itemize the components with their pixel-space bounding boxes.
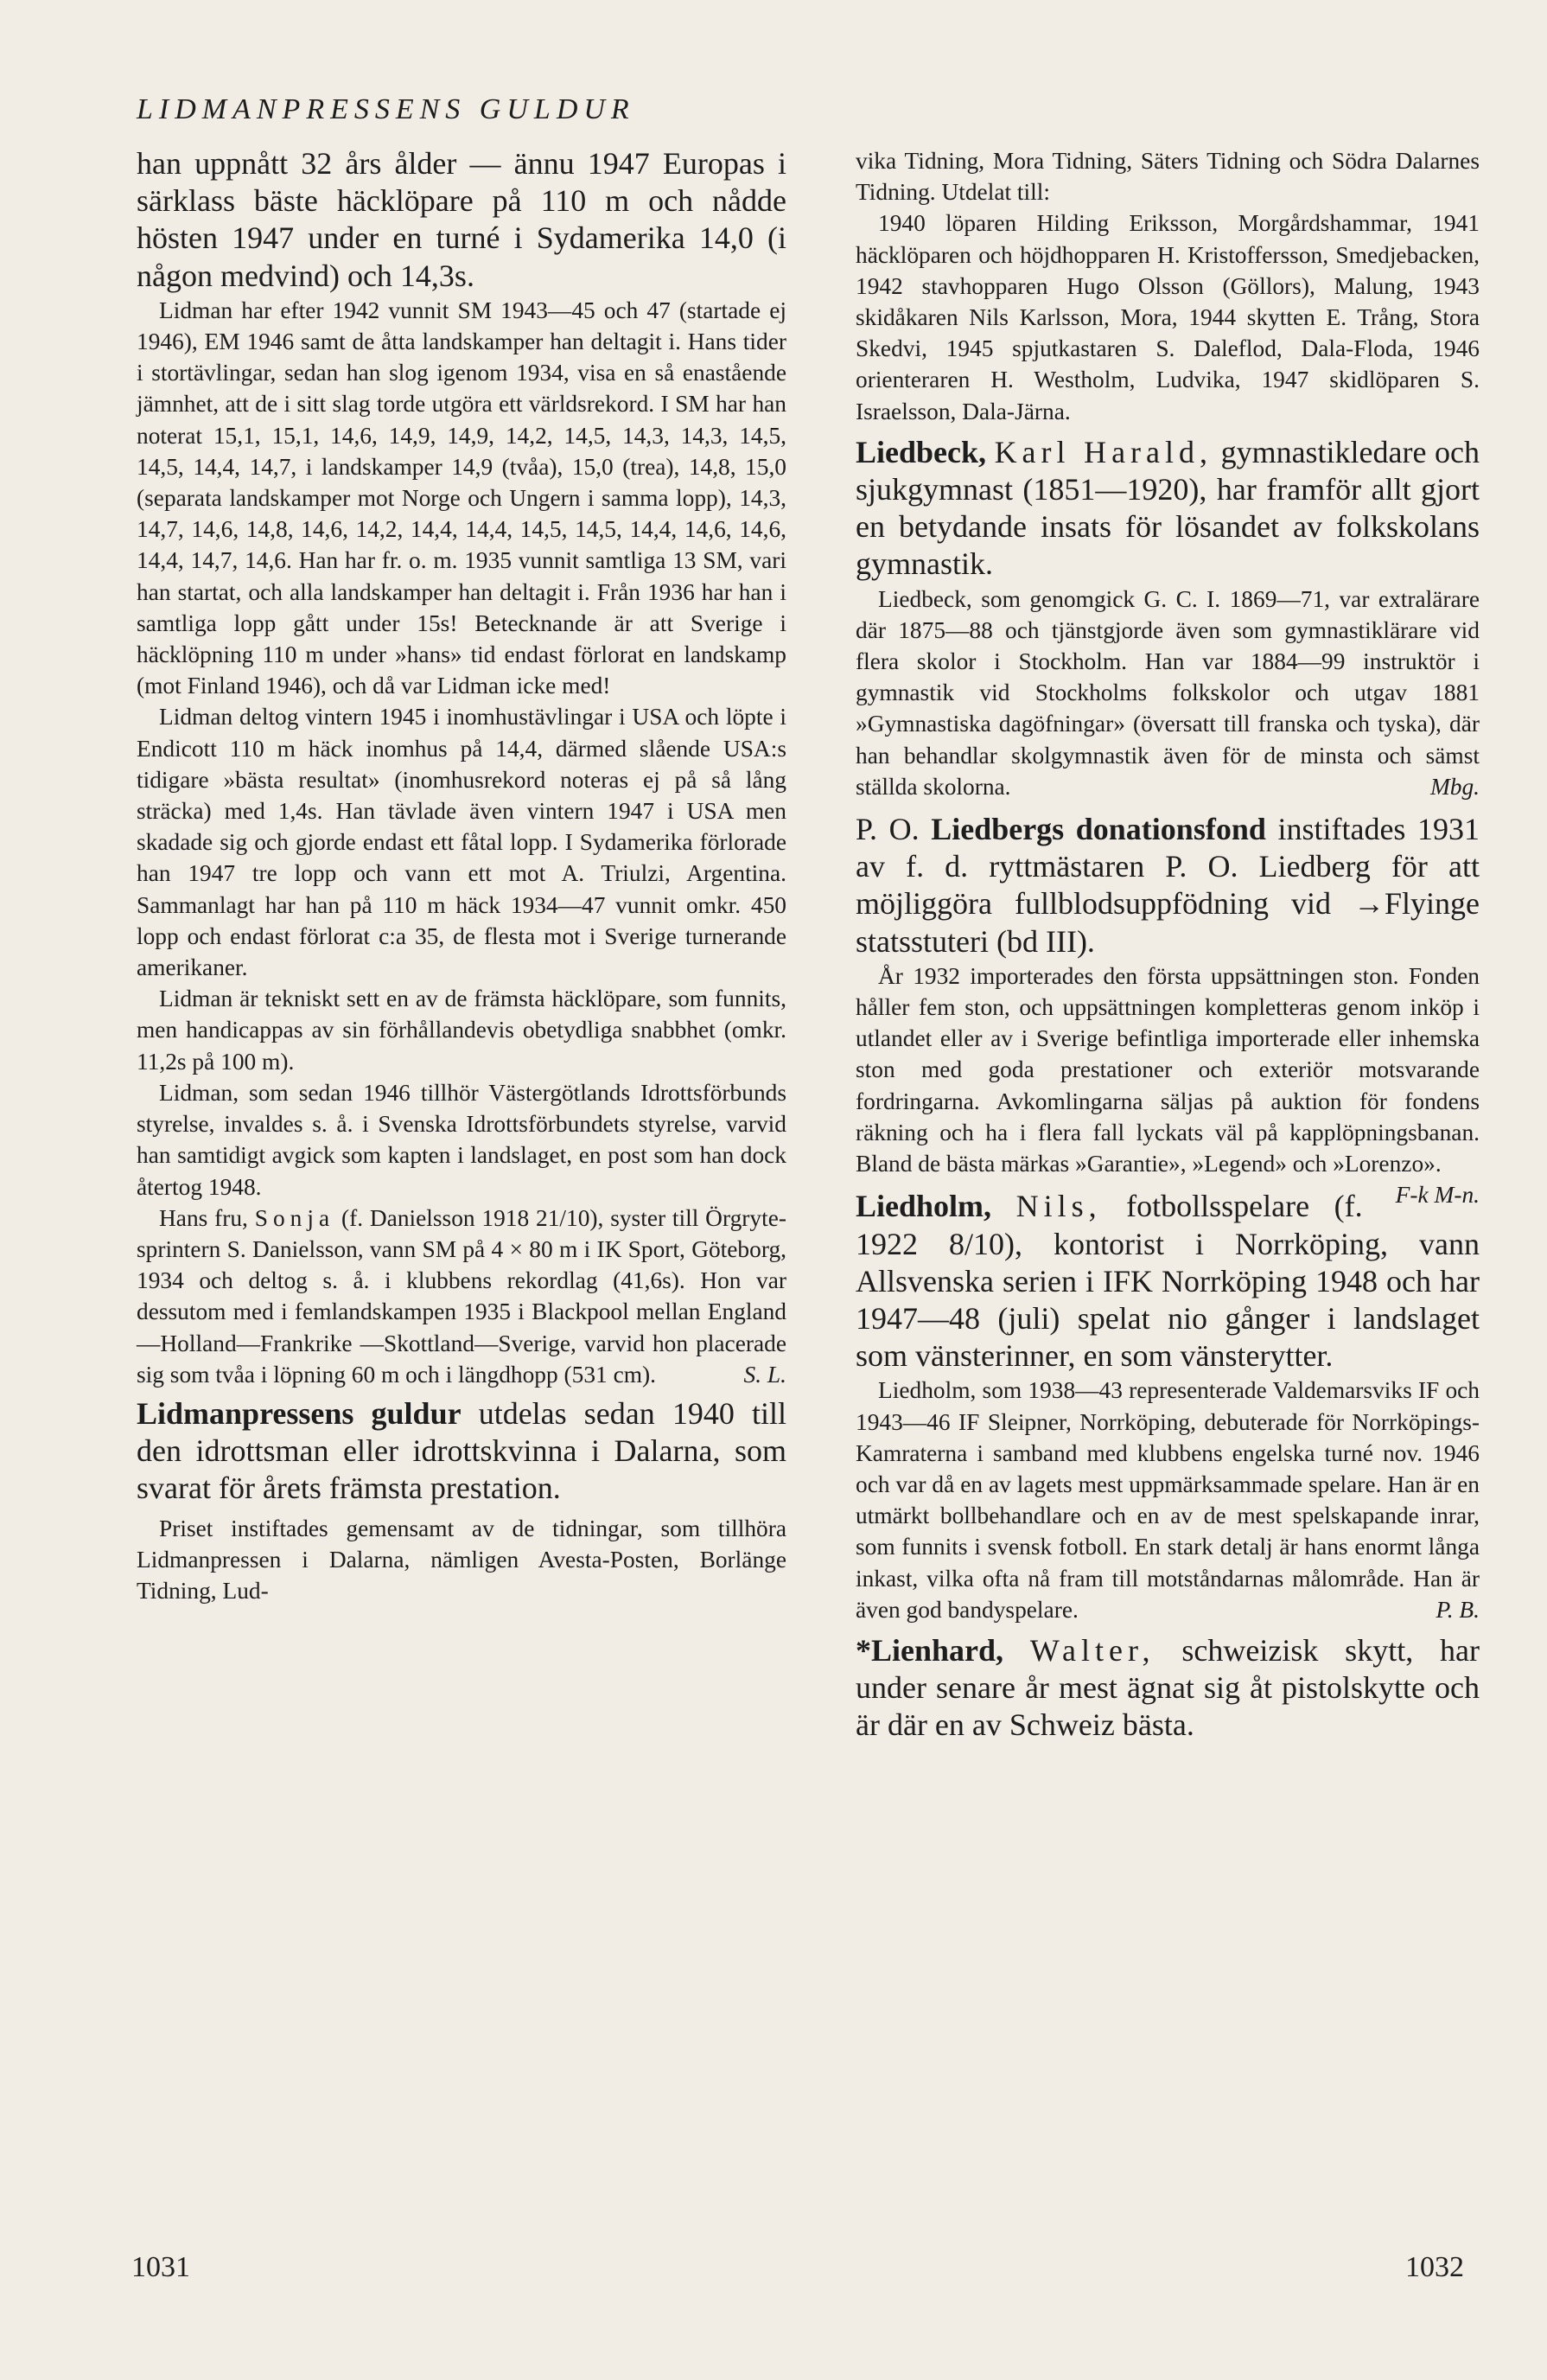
page-number-right: 1032 xyxy=(1405,2251,1464,2283)
guldur-text: utdelas sedan 1940 till den idrottsman eller idrottskvinna i Dalarna, som svarat för årets främsta prestation. xyxy=(137,1395,787,1506)
signature-fkmn: F-k M-n. xyxy=(1395,1182,1480,1209)
signature-sl: S. L. xyxy=(743,1361,786,1388)
liedholm-name: Nils, xyxy=(1015,1189,1102,1224)
wife-pre: Hans fru, xyxy=(159,1204,248,1231)
wife-name: Sonja xyxy=(254,1204,335,1231)
fond-pre: P. O. xyxy=(856,812,920,847)
headword-lienhard: *Lienhard, xyxy=(856,1632,1004,1668)
entry-liedbeck xyxy=(856,434,1480,584)
entry-liedholm xyxy=(856,1188,1480,1375)
liedbeck-name: Karl Harald, xyxy=(994,434,1213,469)
liedbeck-career-text: Liedbeck, som genomgick G. C. I. 1869—71, var extralärare där 1875—88 och tjänstgjorde även som gymnastiklärare vid flera skolor i Stockholm. Han var 1884—99 instruktör i gymnastik vid Stockholms folkskolor och utgav 1881 »Gymnastiska dagöfningar» (översatt till franska och tyska), där han behandlar skolgymnastik även för de minsta och sämst ställda skolorna. xyxy=(856,585,1480,800)
entry-liedbergs-fond xyxy=(856,811,1480,960)
paragraph-lidman-record: Lidman har efter 1942 vunnit SM 1943—45 och 47 (startade ej 1946), EM 1946 samt de åtta landskamper han deltagit i. Hans tider i stortävlingar, sedan han slog igenom 1934, visa en så enastående jämnhet, att de i sitt slag torde utgöra ett världsrekord. I SM har han noterat 15,1, 15,1, 14,6, 14,9, 14,9, 14,2, 14,5, 14,3, 14,3, 14,5, 14,5, 14,4, 14,7, i landskamper 14,9 (tvåa), 15,0 (trea), 14,8, 15,0 (separata landskamper mot Norge och Ungern i samma lopp), 14,3, 14,7, 14,6, 14,8, 14,6, 14,2, 14,4, 14,4, 14,5, 14,5, 14,4, 14,6, 14,6, 14,4, 14,7, 14,6. Han har fr. o. m. 1935 vunnit samtliga 13 SM, vari han startat, och alla landskamper han deltagit i. Från 1936 har han i samtliga lopp gått under 15s! Betecknande är att Sverige i häcklöpning 110 m under »hans» tid endast förlorat en landskamp (mot Finland 1946), och då var Lidman icke med! xyxy=(137,297,786,699)
signature-pb: P. B. xyxy=(1436,1596,1480,1623)
paragraph-lidman-board: Lidman, som sedan 1946 tillhör Västergötlands Idrottsförbunds styrelse, invaldes s. å. i Svenska Idrottsförbundets styrelse, varvid han samtidigt avgick som kapten i landslaget, en post som han dock återtog 1948. xyxy=(137,1079,786,1200)
liedholm-text: fotbollsspelare (f. 1922 8/10), kontorist i Norrköping, vann Allsvenska serien i IFK Norrköping 1948 och har 1947—48 (juli) spelat nio gånger i landslaget som vänsterinner, en som vänsterytter. xyxy=(856,1189,1480,1374)
liedholm-career-text: Liedholm, som 1938—43 representerade Valdemarsviks IF och 1943—46 IF Sleipner, Norrköping, debuterade för Norrköpings-Kamraterna i samband med klubbens engelska turné nov. 1946 och var då en av lagets mest uppmärksammade spelare. Han är en utmärkt bollbehandlare och en av de mest spelskapande inrar, som funnits i svensk fotboll. En stark detalj är hans enormt långa inkast, vilka ofta nå fram till motståndarnas målområde. Han är även god bandyspelare. xyxy=(856,1377,1480,1623)
entry-lienhard xyxy=(856,1632,1480,1745)
signature-mbg: Mbg. xyxy=(1429,773,1480,800)
running-head: LIDMANPRESSENS GULDUR xyxy=(137,93,635,125)
paragraph-liedbeck-career xyxy=(856,584,1480,802)
paragraph-lidman-usa: Lidman deltog vintern 1945 i inomhustävlingar i USA och löpte i Endicott 110 m häck inomhus på 14,4, därmed slående USA:s tidigare »bästa resultat» (inomhusrekord noteras ej på så lång sträcka) med 1,4s. Han tävlade även vintern 1947 i USA men skadade sig och gjorde endast ett fåtal lopp. I Sydamerika förlorade han 1947 tre lopp och vann ett mot A. Triulzi, Argentina. Sammanlagt har han på 110 m häck 1934—47 vunnit omkr. 450 lopp och endast förlorat c:a 35, de flesta mot i Sverige turnerande amerikaner. xyxy=(137,704,786,981)
right-column xyxy=(856,145,1480,1745)
headword-liedbergs: Liedbergs donationsfond xyxy=(931,812,1266,847)
headword-guldur: Lidmanpressens guldur xyxy=(137,1395,462,1431)
headword-liedbeck: Liedbeck, xyxy=(856,434,987,469)
left-column xyxy=(137,145,786,1606)
wife-text: (f. Danielsson 1918 21/10), syster till Örgryte-sprintern S. Danielsson, vann SM på 4 × 80 m i IK Sport, Göteborg, 1934 och deltog s. å. i klubbens rekordlag (41,6s). Hon var dessutom med i femlandskampen 1935 i Blackpool mellan England—Holland—Frankrike —Skottland—Sverige, varvid hon placerade sig som tvåa i löpning 60 m och i längdhopp (531 cm). xyxy=(137,1204,786,1388)
entry-lidmanpressens-guldur xyxy=(137,1395,786,1508)
lienhard-text: schweizisk skytt, har under senare år mest ägnat sig åt pistolskytte och är där en av Schweiz bästa. xyxy=(856,1632,1480,1743)
page-number-left: 1031 xyxy=(131,2251,190,2283)
paragraph-lidman-technique: Lidman är tekniskt sett en av de främsta häcklöpare, som funnits, men handicappas av sin förhållandevis obetydliga snabbhet (omkr. 11,2s på 100 m). xyxy=(137,986,786,1075)
paragraph-guldur-prize: Priset instiftades gemensamt av de tidningar, som tillhöra Lidmanpressen i Dalarna, nämligen Avesta-Posten, Borlänge Tidning, Lud- xyxy=(137,1515,786,1604)
fond-text: instiftades 1931 av f. d. ryttmästaren P. O. Liedberg för att möjliggöra fullblodsuppfödning vid →Flyinge statsstuteri (bd III). xyxy=(856,812,1480,959)
lienhard-name: Walter, xyxy=(1029,1632,1155,1668)
paragraph-newspapers: vika Tidning, Mora Tidning, Säters Tidning och Södra Dalarnes Tidning. Utdelat till: xyxy=(856,148,1480,206)
paragraph-liedholm-career xyxy=(856,1375,1480,1625)
paragraph-winners: 1940 löparen Hilding Eriksson, Morgårdshammar, 1941 häcklöparen och höjdhopparen H. Kristoffersson, Smedjebacken, 1942 stavhopparen Hugo Olsson (Göllors), Malung, 1943 skidåkaren Nils Karlsson, Mora, 1944 skytten E. Trång, Stora Skedvi, 1945 spjutkastaren S. Daleflod, Dala-Floda, 1946 orienteraren H. Westholm, Ludvika, 1947 skidlöparen S. Israelsson, Dala-Järna. xyxy=(856,210,1480,424)
headword-liedholm: Liedholm, xyxy=(856,1189,992,1224)
fond-details-text: År 1932 importerades den första uppsättningen ston. Fonden håller fem ston, och uppsättningen kompletteras genom inköp i utlandet eller av i Sverige befintliga importerade eller inhemska ston med goda prestationer och exteriör motsvarande fordringarna. Avkomlingarna säljas på auktion för fondens räkning och ha i flera fall lyckats väl på kapplöpningsbanan. Bland de bästa märkas »Garantie», »Legend» och »Lorenzo». xyxy=(856,962,1480,1177)
paragraph-lidman-intro: han uppnått 32 års ålder — ännu 1947 Europas i särklass bäste häcklöpare på 110 m och nådde hösten 1947 under en turné i Sydamerika 14,0 (i någon medvind) och 14,3s. xyxy=(137,146,786,293)
liedbeck-text: gymnastikledare och sjukgymnast (1851—1920), har framför allt gjort en betydande insats för lösandet av folkskolans gymnastik. xyxy=(856,434,1480,582)
paragraph-lidman-wife xyxy=(137,1203,786,1390)
